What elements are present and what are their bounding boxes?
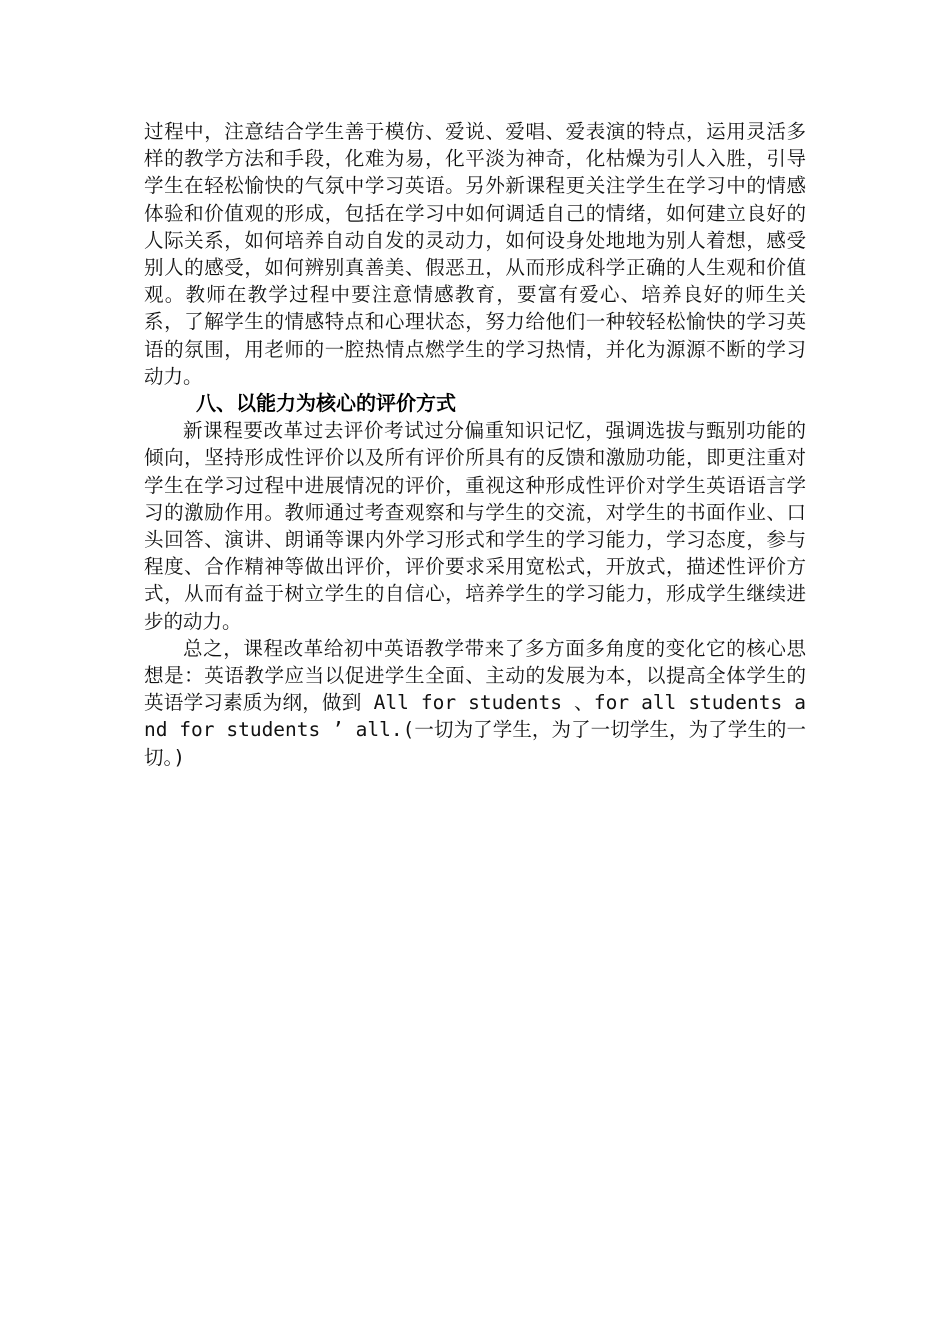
paragraph-emotional-education: 过程中，注意结合学生善于模仿、爱说、爱唱、爱表演的特点，运用灵活多样的教学方法和手段，化难为易，化平淡为神奇，化枯燥为引人入胜，引导学生在轻松愉快的气氛中学习英语。另外新课程更关注学生在学习中的情感体验和价值观的形成，包括在学习中如何调适自己的情绪，如何建立良好的人际关系，如何培养自动自发的灵动力，如何设身处地地为别人着想，感受别人的感受，如何辨别真善美、假恶丑，从而形成科学正确的人生观和价值观。教师在教学过程中要注意情感教育，要富有爱心、培养良好的师生关系，了解学生的情感特点和心理状态，努力给他们一种较轻松愉快的学习英语的氛围，用老师的一腔热情点燃学生的学习热情，并化为源源不断的学习动力。 [144, 120, 806, 388]
paragraph-conclusion: 总之，课程改革给初中英语教学带来了多方面多角度的变化它的核心思想是：英语教学应当以促进学生全面、主动的发展为本，以提高全体学生的英语学习素质为纲，做到 All for students 、for all students and for students ’ all.(一切为了学生，为了一切学生，为了学生的一切。) [144, 636, 806, 769]
section-heading-8: 八、以能力为核心的评价方式 [196, 391, 456, 416]
paragraph-evaluation: 新课程要改革过去评价考试过分偏重知识记忆，强调选拔与甄别功能的倾向，坚持形成性评价以及所有评价所具有的反馈和激励功能，即更注重对学生在学习过程中进展情况的评价，重视这种形成性评价对学生英语语言学习的激励作用。教师通过考查观察和与学生的交流，对学生的书面作业、口头回答、演讲、朗诵等课内外学习形式和学生的学习能力，学习态度，参与程度、合作精神等做出评价，评价要求采用宽松式，开放式，描述性评价方式，从而有益于树立学生的自信心，培养学生的学习能力，形成学生继续进步的动力。 [144, 419, 806, 633]
document-body [144, 118, 806, 771]
